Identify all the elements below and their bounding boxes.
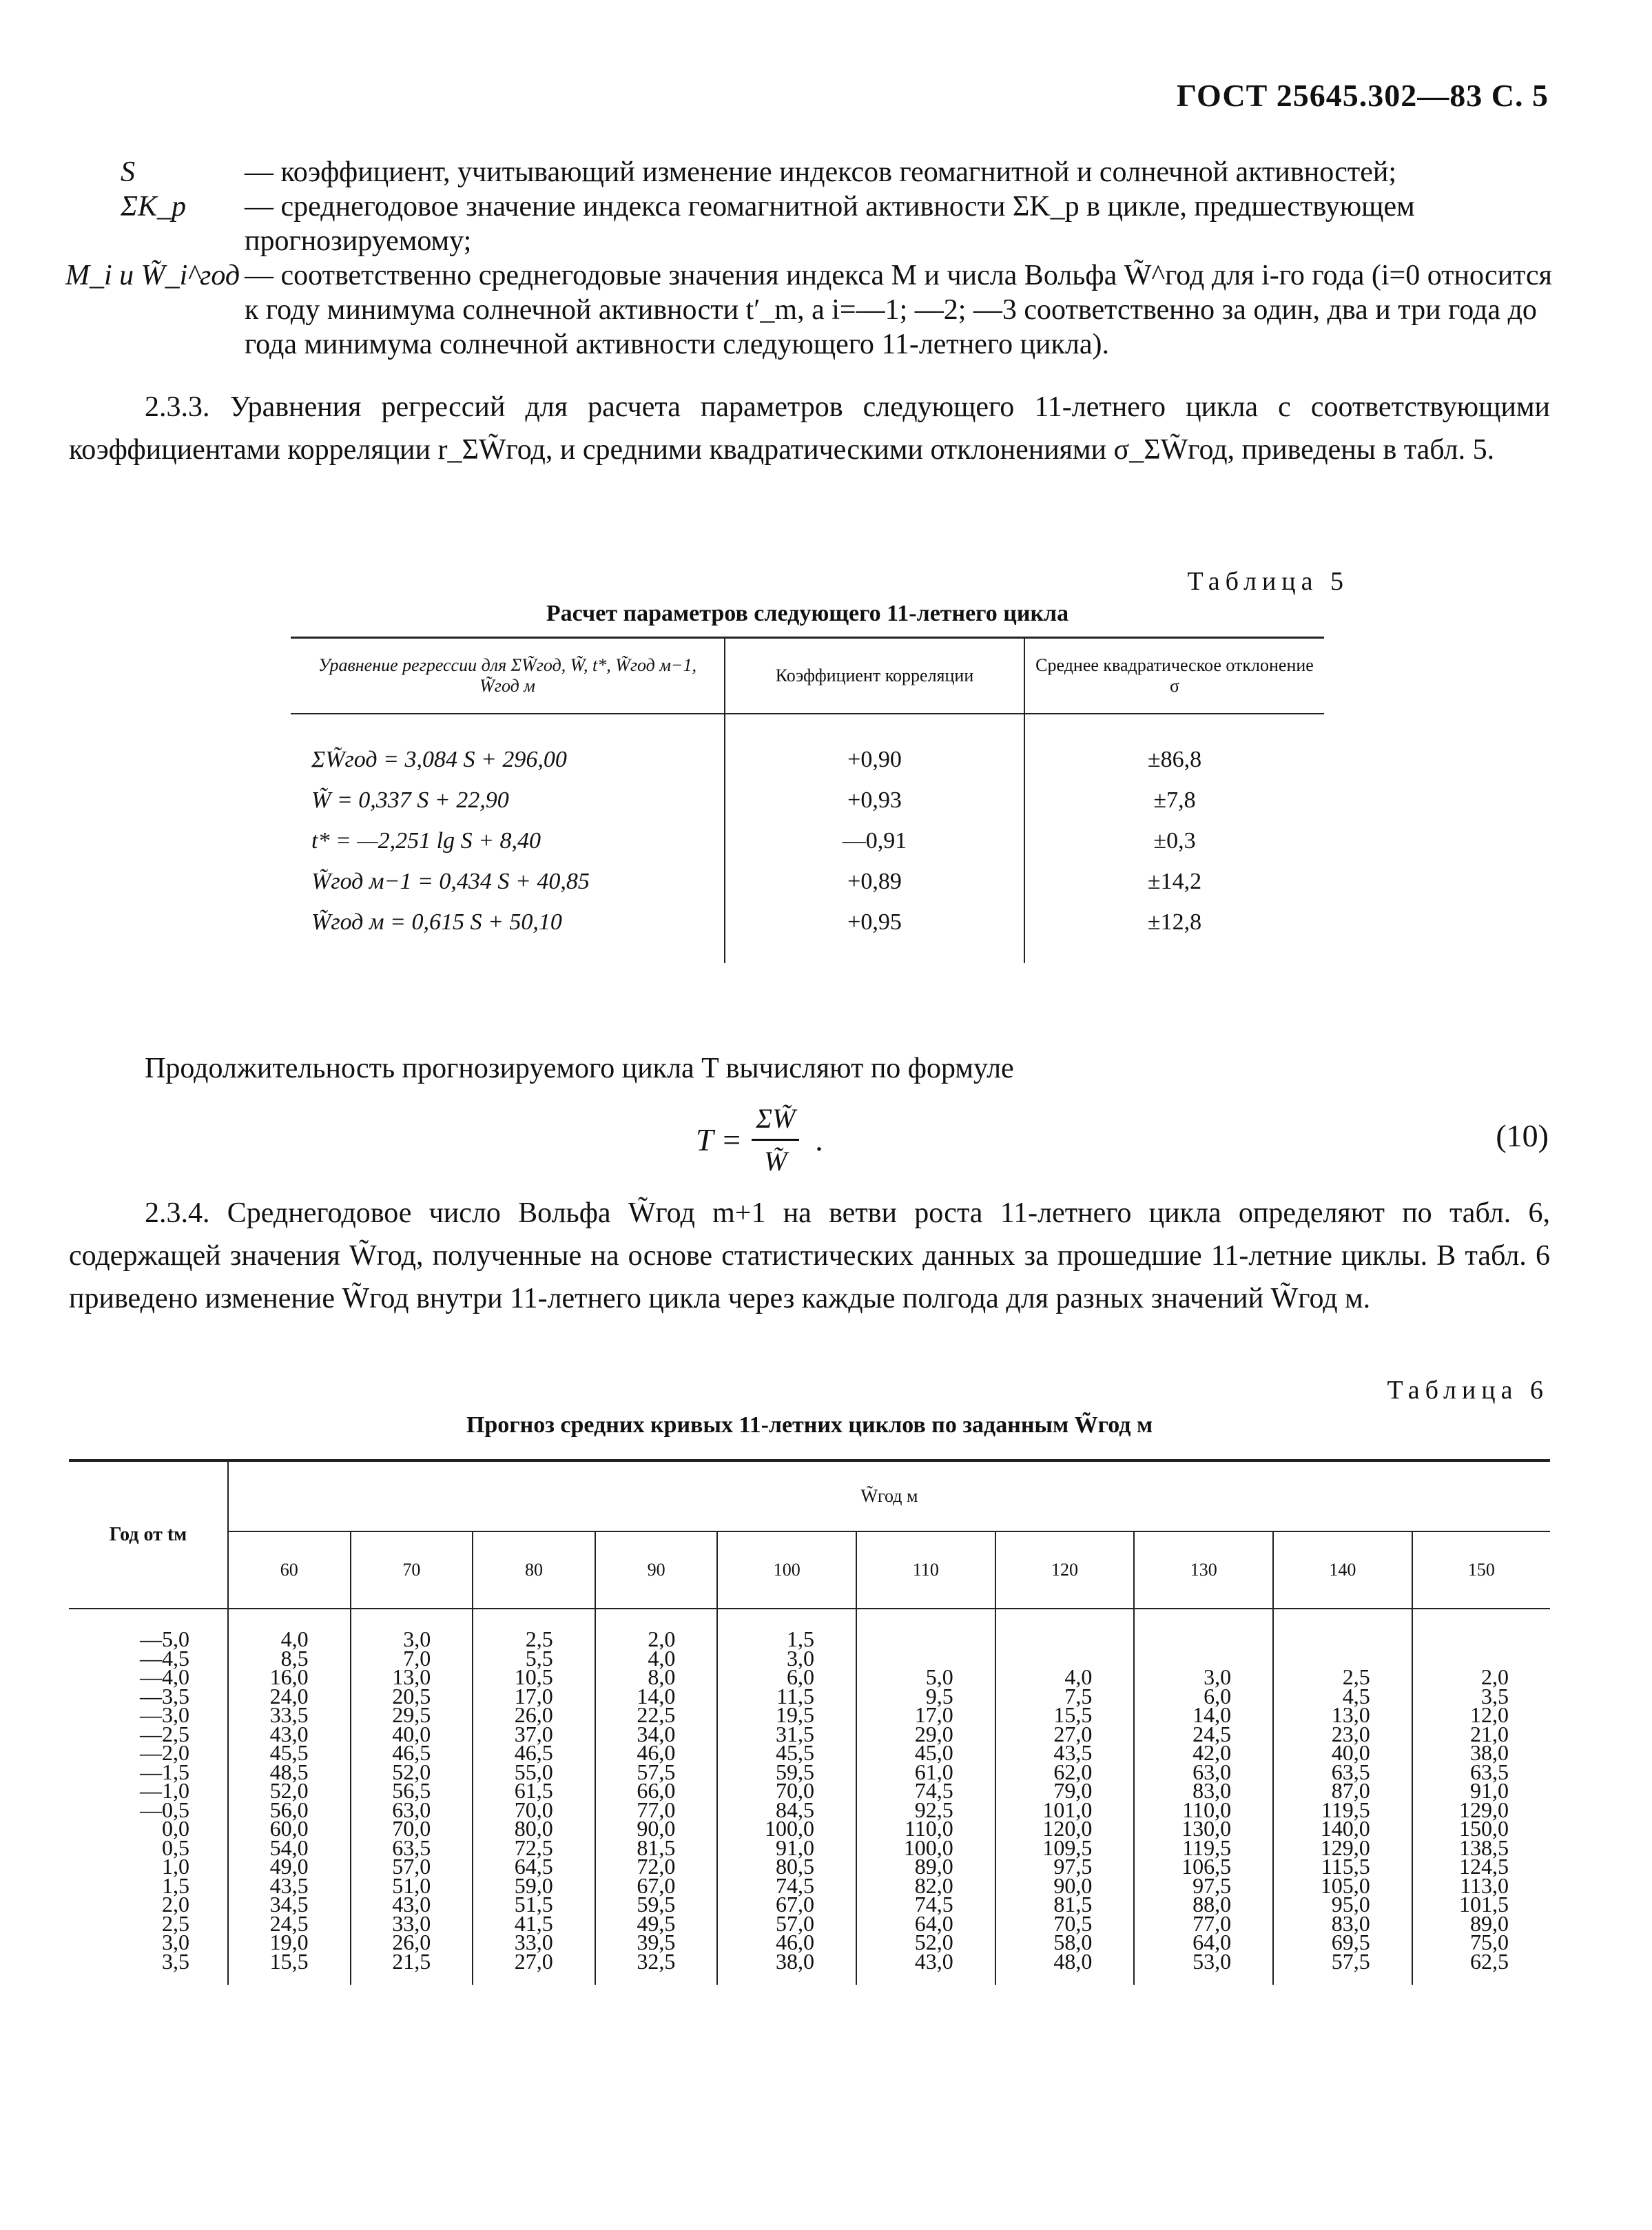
table5-row — [291, 820, 1324, 861]
table6-value-cell: 6,0 — [1134, 1687, 1273, 1706]
table5-correlation-cell: +0,90 — [725, 714, 1024, 780]
table6-value-cell: 41,5 — [473, 1914, 595, 1934]
table6-value-cell: 67,0 — [595, 1877, 718, 1896]
table6-value-cell: 88,0 — [1134, 1895, 1273, 1914]
table5-header-correlation: Коэффициент корреляции — [725, 638, 1024, 714]
table6-value-cell: 61,0 — [856, 1763, 995, 1782]
table6-value-cell: 45,5 — [228, 1744, 351, 1763]
table6-value-cell: 51,5 — [473, 1895, 595, 1914]
table6-value-cell: 2,5 — [1273, 1668, 1412, 1687]
table6-value-cell: 2,5 — [473, 1609, 595, 1649]
table6-value-cell — [1412, 1609, 1550, 1649]
table5-sigma-cell: ±86,8 — [1024, 714, 1324, 780]
table6-year-cell: 2,5 — [162, 1910, 189, 1936]
table6-value-cell: 95,0 — [1273, 1895, 1412, 1914]
table6-year-cell: 2,0 — [162, 1892, 189, 1917]
table6-value-cell: 72,5 — [473, 1839, 595, 1858]
table6-value-cell: 34,5 — [228, 1895, 351, 1914]
table6-value-cell: 89,0 — [856, 1857, 995, 1877]
table6-value-cell: 14,0 — [595, 1687, 718, 1706]
table6-row — [69, 1609, 1550, 1649]
table6-value-cell: 51,0 — [351, 1877, 473, 1896]
definition-text: — соответственно среднегодовые значения индекса M и числа Вольфа W̃^год для i-го года (i=0 относится к году минимума солнечной активности t′_m, а i=—1; —2; —3 соответственно за один, два и три года до года минимума солнечной активности следующего 11-летнего цикла). — [245, 260, 1552, 360]
table6-year-cell: —3,5 — [140, 1683, 189, 1708]
definition-text: — среднегодовое значение индекса геомагнитной активности ΣK_p в цикле, предшествующем прогнозируемому; — [245, 191, 1415, 257]
table6-value-cell: 52,0 — [351, 1763, 473, 1782]
table5-header-equation: Уравнение регрессии для ΣW̃год, W̃, t*, W̃год м−1, W̃год м — [318, 655, 696, 696]
table6-value-cell: 80,5 — [717, 1857, 856, 1877]
table5-equation-cell: W̃ = 0,337 S + 22,90 — [311, 787, 509, 813]
table6-column-header: 90 — [595, 1531, 718, 1609]
table6-value-cell: 109,5 — [995, 1839, 1135, 1858]
formula-tail: . — [816, 1122, 824, 1157]
table6-value-cell: 129,0 — [1273, 1839, 1412, 1858]
table5-equation-cell: ΣW̃год = 3,084 S + 296,00 — [311, 746, 567, 772]
table6-value-cell: 82,0 — [856, 1877, 995, 1896]
table6-value-cell: 11,5 — [717, 1687, 856, 1706]
table6-value-cell: 72,0 — [595, 1857, 718, 1877]
table6-value-cell: 91,0 — [1412, 1782, 1550, 1801]
table6-value-cell: 70,5 — [995, 1914, 1135, 1934]
table6-value-cell: 97,5 — [1134, 1877, 1273, 1896]
table6-year-cell: —2,5 — [140, 1721, 189, 1746]
table6-value-cell: 55,0 — [473, 1763, 595, 1782]
table6-value-cell: 24,5 — [1134, 1725, 1273, 1744]
table6-value-cell: 119,5 — [1134, 1839, 1273, 1858]
table6-value-cell: 24,0 — [228, 1687, 351, 1706]
table5-equation-cell: t* = —2,251 lg S + 8,40 — [311, 827, 541, 854]
table6-value-cell — [995, 1609, 1135, 1649]
table6-value-cell: 32,5 — [595, 1952, 718, 1985]
table6-value-cell: 2,0 — [1412, 1668, 1550, 1687]
table6-value-cell: 7,0 — [351, 1649, 473, 1669]
table6-value-cell: 37,0 — [473, 1725, 595, 1744]
table6-value-cell: 40,0 — [1273, 1744, 1412, 1763]
definitions-list — [65, 155, 1553, 362]
table6-value-cell: 43,0 — [351, 1895, 473, 1914]
table6-value-cell: 69,5 — [1273, 1933, 1412, 1952]
table6-value-cell: 7,5 — [995, 1687, 1135, 1706]
table6-value-cell: 101,0 — [995, 1801, 1135, 1820]
table5-row — [291, 714, 1324, 780]
table6-value-cell: 3,0 — [717, 1649, 856, 1669]
table6-value-cell: 38,0 — [717, 1952, 856, 1985]
table6-value-cell: 60,0 — [228, 1819, 351, 1839]
table6-value-cell: 45,5 — [717, 1744, 856, 1763]
table6 — [69, 1459, 1550, 1985]
table5-correlation-cell: +0,93 — [725, 780, 1024, 820]
table6-year-header: Год от tм — [69, 1460, 228, 1609]
table6-value-cell: 19,0 — [228, 1933, 351, 1952]
table6-value-cell: 23,0 — [1273, 1725, 1412, 1744]
table6-value-cell: 120,0 — [995, 1819, 1135, 1839]
table6-value-cell: 63,5 — [1412, 1763, 1550, 1782]
table6-value-cell: 16,0 — [228, 1668, 351, 1687]
table5-row — [291, 780, 1324, 820]
table6-year-cell: 1,5 — [162, 1872, 189, 1898]
table6-value-cell: 83,0 — [1134, 1782, 1273, 1801]
table6-column-header: 100 — [717, 1531, 856, 1609]
table6-value-cell: 27,0 — [473, 1952, 595, 1985]
table6-value-cell: 52,0 — [228, 1782, 351, 1801]
table6-value-cell: 119,5 — [1273, 1801, 1412, 1820]
table5-sigma-cell: ±12,8 — [1024, 902, 1324, 963]
table6-value-cell: 92,5 — [856, 1801, 995, 1820]
formula-fraction — [752, 1102, 799, 1177]
table6-label: Таблица 6 — [1387, 1376, 1549, 1405]
table6-value-cell: 22,5 — [595, 1706, 718, 1725]
table6-value-cell: 4,0 — [228, 1609, 351, 1649]
table5-sigma-cell: ±0,3 — [1024, 820, 1324, 861]
table6-year-cell: 0,0 — [162, 1816, 189, 1841]
table6-value-cell: 2,0 — [595, 1609, 718, 1649]
table6-year-cell: —0,5 — [140, 1797, 189, 1822]
formula-numerator: ΣW̃ — [752, 1102, 799, 1141]
table6-value-cell: 77,0 — [1134, 1914, 1273, 1934]
table6-year-cell: 3,0 — [162, 1930, 189, 1954]
table6-year-cell: —1,0 — [140, 1778, 189, 1803]
table6-value-cell: 91,0 — [717, 1839, 856, 1858]
table6-value-cell: 46,0 — [717, 1933, 856, 1952]
formula-number: (10) — [1496, 1118, 1549, 1153]
table6-value-cell: 29,0 — [856, 1725, 995, 1744]
table6-value-cell: 77,0 — [595, 1801, 718, 1820]
table6-year-cell: —4,0 — [140, 1664, 189, 1689]
table5 — [291, 637, 1324, 963]
table6-value-cell: 46,5 — [351, 1744, 473, 1763]
table6-value-cell: 63,5 — [351, 1839, 473, 1858]
table6-value-cell: 84,5 — [717, 1801, 856, 1820]
table6-year-cell: —2,0 — [140, 1740, 189, 1765]
table6-value-cell: 53,0 — [1134, 1952, 1273, 1985]
table6-value-cell: 24,5 — [228, 1914, 351, 1934]
table6-value-cell: 70,0 — [351, 1819, 473, 1839]
table6-value-cell: 46,0 — [595, 1744, 718, 1763]
table6-value-cell: 110,0 — [1134, 1801, 1273, 1820]
table6-value-cell: 56,0 — [228, 1801, 351, 1820]
table6-value-cell: 67,0 — [717, 1895, 856, 1914]
table5-title: Расчет параметров следующего 11-летнего цикла — [546, 601, 1069, 626]
table6-value-cell: 74,5 — [856, 1782, 995, 1801]
table6-value-cell: 8,5 — [228, 1649, 351, 1669]
table5-row — [291, 902, 1324, 963]
table6-value-cell: 101,5 — [1412, 1895, 1550, 1914]
table6-value-cell: 39,5 — [595, 1933, 718, 1952]
table5-correlation-cell: —0,91 — [725, 820, 1024, 861]
table6-value-cell: 5,0 — [856, 1668, 995, 1687]
table6-value-cell: 63,5 — [1273, 1763, 1412, 1782]
table6-value-cell: 10,5 — [473, 1668, 595, 1687]
table6-value-cell: 83,0 — [1273, 1914, 1412, 1934]
table6-value-cell: 130,0 — [1134, 1819, 1273, 1839]
table6-value-cell: 4,0 — [995, 1668, 1135, 1687]
table5-row — [291, 861, 1324, 902]
table6-value-cell: 31,5 — [717, 1725, 856, 1744]
table6-value-cell: 113,0 — [1412, 1877, 1550, 1896]
table6-value-cell: 40,0 — [351, 1725, 473, 1744]
table6-year-cell: 0,5 — [162, 1835, 189, 1860]
table6-value-cell: 34,0 — [595, 1725, 718, 1744]
table6-value-cell: 33,0 — [473, 1933, 595, 1952]
table6-value-cell: 42,0 — [1134, 1744, 1273, 1763]
table6-value-cell: 57,5 — [1273, 1952, 1412, 1985]
table6-value-cell: 105,0 — [1273, 1877, 1412, 1896]
table6-value-cell: 20,5 — [351, 1687, 473, 1706]
table6-value-cell: 59,0 — [473, 1877, 595, 1896]
table6-value-cell: 90,0 — [995, 1877, 1135, 1896]
table6-value-cell — [1273, 1609, 1412, 1649]
table6-year-cell: —5,0 — [140, 1627, 189, 1651]
table6-value-cell: 5,5 — [473, 1649, 595, 1669]
definition-symbol: S — [121, 156, 135, 188]
table6-year-cell: —3,0 — [140, 1702, 189, 1727]
table6-value-cell: 3,5 — [1412, 1687, 1550, 1706]
table6-value-cell — [856, 1609, 995, 1649]
table6-value-cell: 13,0 — [351, 1668, 473, 1687]
table6-value-cell: 15,5 — [995, 1706, 1135, 1725]
table5-sigma-cell: ±14,2 — [1024, 861, 1324, 902]
table6-value-cell: 140,0 — [1273, 1819, 1412, 1839]
table6-value-cell: 100,0 — [717, 1819, 856, 1839]
table6-value-cell: 63,0 — [351, 1801, 473, 1820]
table6-value-cell: 79,0 — [995, 1782, 1135, 1801]
paragraph-2-3-4: 2.3.4. Среднегодовое число Вольфа W̃год m+1 на ветви роста 11-летнего цикла определяют по табл. 6, содержащей значения W̃год, полученные на основе статистических данных за прошедшие 11-летние циклы. В табл. 6 приведено изменение W̃год внутри 11-летнего цикла через каждые полгода для разных значений W̃год м. — [69, 1197, 1550, 1314]
table6-value-cell: 59,5 — [595, 1895, 718, 1914]
table6-value-cell: 75,0 — [1412, 1933, 1550, 1952]
table6-year-cell: 3,5 — [162, 1948, 189, 1974]
table6-value-cell: 43,5 — [995, 1744, 1135, 1763]
table6-value-cell: 26,0 — [351, 1933, 473, 1952]
table6-value-cell: 4,0 — [595, 1649, 718, 1669]
table6-value-cell: 3,0 — [1134, 1668, 1273, 1687]
definition-skp — [121, 189, 1553, 258]
table6-value-cell: 64,0 — [1134, 1933, 1273, 1952]
table6-group-header: W̃год м — [228, 1460, 1550, 1531]
table6-value-cell: 29,5 — [351, 1706, 473, 1725]
table6-value-cell: 124,5 — [1412, 1857, 1550, 1877]
definition-symbol: ΣK_p — [121, 191, 186, 223]
table6-column-header: 80 — [473, 1531, 595, 1609]
table6-value-cell: 59,5 — [717, 1763, 856, 1782]
page-header: ГОСТ 25645.302—83 С. 5 — [1176, 78, 1549, 113]
table6-value-cell: 9,5 — [856, 1687, 995, 1706]
table6-value-cell: 70,0 — [473, 1801, 595, 1820]
table6-value-cell: 106,5 — [1134, 1857, 1273, 1877]
table5-correlation-cell: +0,95 — [725, 902, 1024, 963]
table6-value-cell: 49,5 — [595, 1914, 718, 1934]
table6-value-cell: 3,0 — [351, 1609, 473, 1649]
table6-value-cell: 62,5 — [1412, 1952, 1550, 1985]
table6-value-cell: 6,0 — [717, 1668, 856, 1687]
table6-value-cell: 90,0 — [595, 1819, 718, 1839]
table5-equation-cell: W̃год м = 0,615 S + 50,10 — [311, 909, 562, 935]
table6-value-cell: 138,5 — [1412, 1839, 1550, 1858]
table6-value-cell: 87,0 — [1273, 1782, 1412, 1801]
table6-value-cell: 38,0 — [1412, 1744, 1550, 1763]
table6-value-cell: 49,0 — [228, 1857, 351, 1877]
table6-value-cell: 129,0 — [1412, 1801, 1550, 1820]
formula-10 — [696, 1102, 824, 1177]
table6-value-cell: 150,0 — [1412, 1819, 1550, 1839]
table6-value-cell: 12,0 — [1412, 1706, 1550, 1725]
table6-value-cell: 17,0 — [856, 1706, 995, 1725]
table6-value-cell: 45,0 — [856, 1744, 995, 1763]
table6-value-cell: 57,0 — [351, 1857, 473, 1877]
table6-value-cell: 26,0 — [473, 1706, 595, 1725]
table6-value-cell: 43,0 — [856, 1952, 995, 1985]
table5-correlation-cell: +0,89 — [725, 861, 1024, 902]
table6-value-cell: 33,5 — [228, 1706, 351, 1725]
table6-value-cell: 62,0 — [995, 1763, 1135, 1782]
table6-value-cell: 61,5 — [473, 1782, 595, 1801]
table6-value-cell: 100,0 — [856, 1839, 995, 1858]
table6-value-cell: 48,5 — [228, 1763, 351, 1782]
table6-value-cell: 43,5 — [228, 1877, 351, 1896]
table6-value-cell: 80,0 — [473, 1819, 595, 1839]
table5-sigma-cell: ±7,8 — [1024, 780, 1324, 820]
table6-column-header: 60 — [228, 1531, 351, 1609]
table6-value-cell: 21,0 — [1412, 1725, 1550, 1744]
table6-value-cell: 110,0 — [856, 1819, 995, 1839]
table6-column-header: 110 — [856, 1531, 995, 1609]
table6-value-cell: 52,0 — [856, 1933, 995, 1952]
table6-year-cell: —1,5 — [140, 1759, 189, 1784]
table6-value-cell: 89,0 — [1412, 1914, 1550, 1934]
table6-title: Прогноз средних кривых 11-летних циклов по заданным W̃год м — [466, 1412, 1153, 1438]
formula-denominator: W̃ — [764, 1146, 787, 1177]
table6-value-cell: 74,5 — [856, 1895, 995, 1914]
table6-value-cell: 15,5 — [228, 1952, 351, 1985]
definition-mi — [65, 258, 1553, 362]
table6-column-header: 70 — [351, 1531, 473, 1609]
table6-value-cell: 43,0 — [228, 1725, 351, 1744]
table6-value-cell: 81,5 — [595, 1839, 718, 1858]
table6-value-cell: 48,0 — [995, 1952, 1135, 1985]
table6-value-cell: 17,0 — [473, 1687, 595, 1706]
table6-value-cell: 21,5 — [351, 1952, 473, 1985]
table6-year-cell: —4,5 — [140, 1645, 189, 1671]
definition-text: — коэффициент, учитывающий изменение индексов геомагнитной и солнечной активностей; — [245, 156, 1397, 188]
table5-label: Таблица 5 — [1187, 567, 1349, 596]
table5-equation-cell: W̃год м−1 = 0,434 S + 40,85 — [311, 868, 590, 894]
table6-value-cell: 54,0 — [228, 1839, 351, 1858]
table6-value-cell: 57,0 — [717, 1914, 856, 1934]
table6-column-header: 120 — [995, 1531, 1135, 1609]
definition-symbol: M_i и W̃_i^год — [65, 260, 240, 291]
table6-value-cell: 8,0 — [595, 1668, 718, 1687]
definition-s — [121, 155, 1553, 189]
table6-row — [69, 1952, 1550, 1985]
table6-value-cell — [1134, 1609, 1273, 1649]
table6-value-cell: 4,5 — [1273, 1687, 1412, 1706]
table6-value-cell: 63,0 — [1134, 1763, 1273, 1782]
table6-column-header: 150 — [1412, 1531, 1550, 1609]
table6-column-header: 140 — [1273, 1531, 1412, 1609]
table6-column-header: 130 — [1134, 1531, 1273, 1609]
paragraph-duration: Продолжительность прогнозируемого цикла T вычисляют по формуле — [145, 1053, 1014, 1084]
table5-header-sigma: Среднее квадратическое отклонение σ — [1024, 638, 1324, 714]
table6-value-cell: 58,0 — [995, 1933, 1135, 1952]
table6-value-cell: 66,0 — [595, 1782, 718, 1801]
table6-value-cell: 27,0 — [995, 1725, 1135, 1744]
table6-value-cell: 70,0 — [717, 1782, 856, 1801]
table6-value-cell: 46,5 — [473, 1744, 595, 1763]
table6-value-cell: 56,5 — [351, 1782, 473, 1801]
paragraph-2-3-3: 2.3.3. Уравнения регрессий для расчета параметров следующего 11-летнего цикла с соответствующими коэффициентами корреляции r_ΣW̃год, и средними квадратическими отклонениями σ_ΣW̃год, приведены в табл. 5. — [69, 391, 1550, 466]
table6-value-cell: 14,0 — [1134, 1706, 1273, 1725]
formula-lhs: T = — [696, 1122, 743, 1157]
table6-value-cell: 97,5 — [995, 1857, 1135, 1877]
table6-value-cell: 13,0 — [1273, 1706, 1412, 1725]
table6-value-cell: 64,0 — [856, 1914, 995, 1934]
table6-value-cell: 57,5 — [595, 1763, 718, 1782]
table6-value-cell: 81,5 — [995, 1895, 1135, 1914]
table6-value-cell: 74,5 — [717, 1877, 856, 1896]
table6-value-cell: 33,0 — [351, 1914, 473, 1934]
table6-value-cell: 64,5 — [473, 1857, 595, 1877]
table6-value-cell: 19,5 — [717, 1706, 856, 1725]
table6-value-cell: 1,5 — [717, 1609, 856, 1649]
table6-value-cell: 115,5 — [1273, 1857, 1412, 1877]
table6-year-cell: 1,0 — [162, 1854, 189, 1879]
